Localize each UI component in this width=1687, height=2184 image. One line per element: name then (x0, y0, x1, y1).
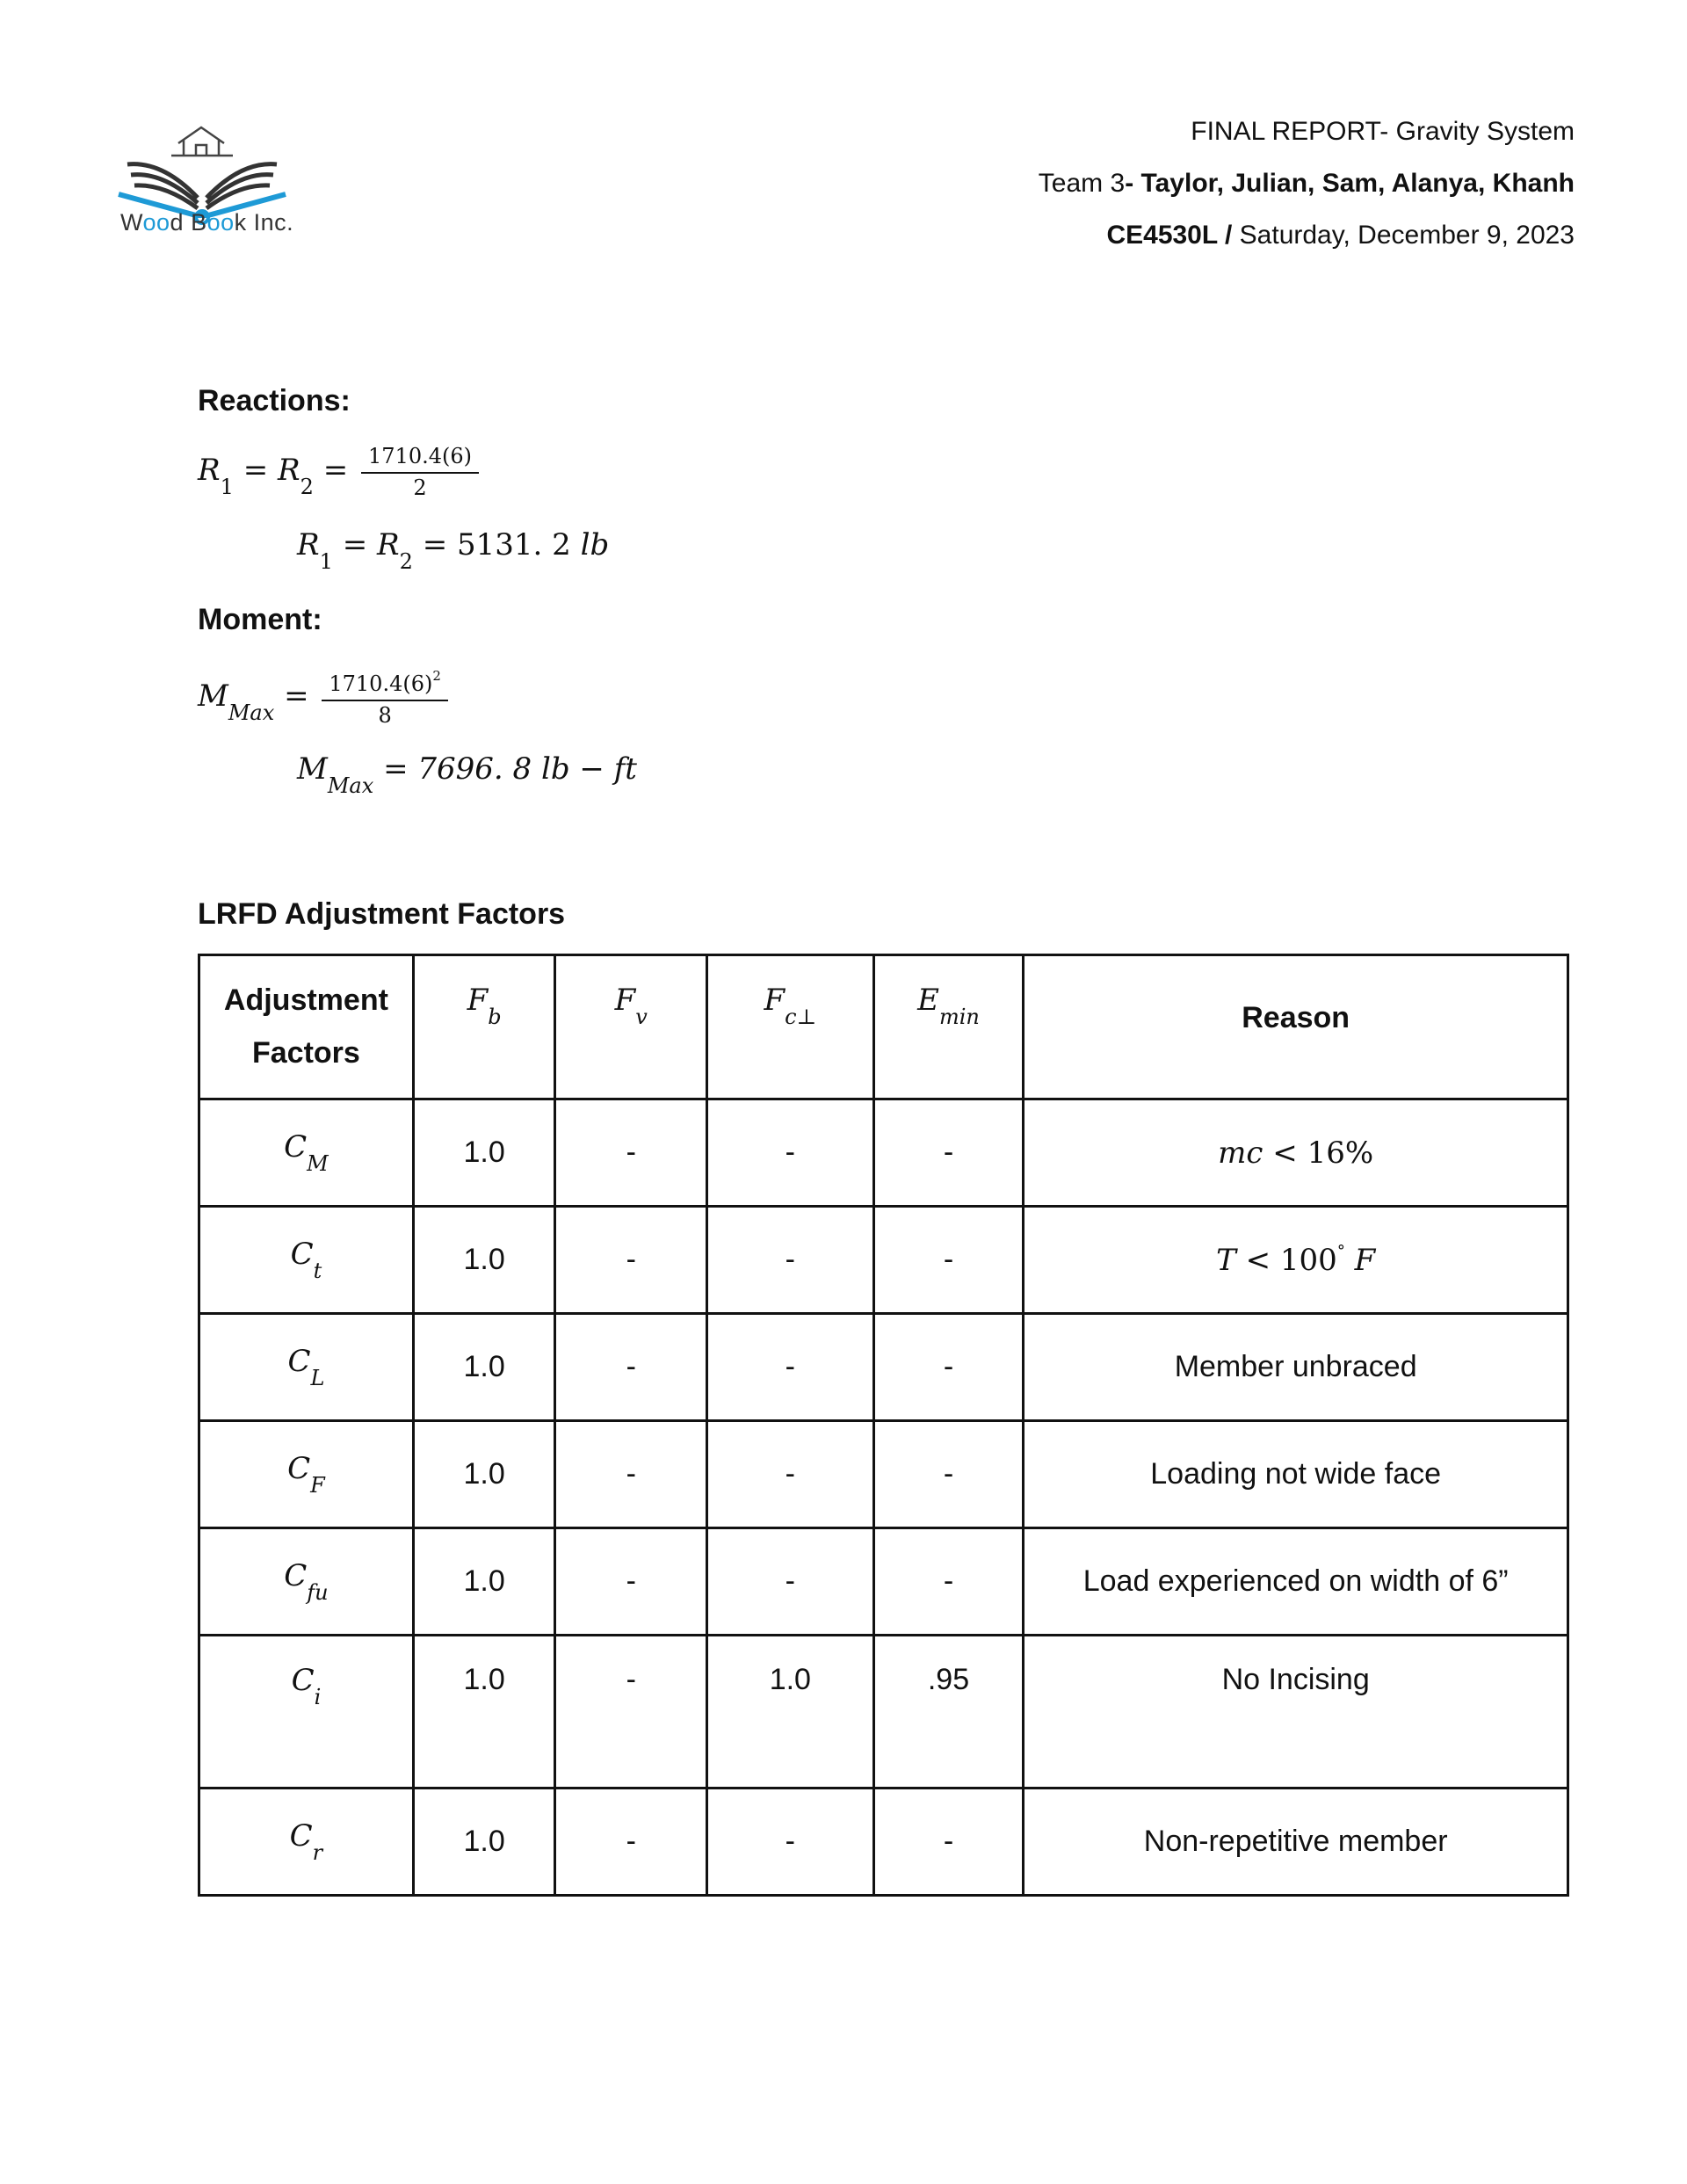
fc-value: - (707, 1207, 874, 1314)
factor-symbol: $C_i$ (199, 1636, 414, 1789)
moment-equation: $M_{Max}$ = $\frac{1710.4(6)^2}{8}$ (198, 668, 448, 728)
fv-value: - (555, 1636, 707, 1789)
fv-value: - (555, 1528, 707, 1636)
fb-value: 1.0 (413, 1207, 555, 1314)
header-fc-perp: $F_{c\perp}$ (707, 955, 874, 1099)
emin-value: - (873, 1207, 1024, 1314)
factor-symbol: $C_{fu}$ (199, 1528, 414, 1636)
fb-value: 1.0 (413, 1421, 555, 1528)
header-reason: Reason (1024, 955, 1568, 1099)
fc-value: - (707, 1528, 874, 1636)
reason-cell: T < 100° F (1024, 1207, 1568, 1314)
factor-symbol: $C_L$ (199, 1314, 414, 1421)
header-fb: $F_b$ (413, 955, 555, 1099)
reason-cell: Non-repetitive member (1024, 1789, 1568, 1896)
fc-value: - (707, 1314, 874, 1421)
table-row (199, 1789, 1568, 1896)
table-header-row (199, 955, 1568, 1099)
reason-cell: Load experienced on width of 6” (1024, 1528, 1568, 1636)
fb-value: 1.0 (413, 1528, 555, 1636)
header-adjustment-factors: Adjustment Factors (199, 955, 414, 1099)
lrfd-adjustment-factors-table (198, 954, 1569, 1897)
reason-cell: mc < 16% (1024, 1099, 1568, 1207)
table-row (199, 1099, 1568, 1207)
fv-value: - (555, 1789, 707, 1896)
fb-value: 1.0 (413, 1099, 555, 1207)
table-row (199, 1528, 1568, 1636)
emin-value: .95 (873, 1636, 1024, 1789)
fc-value: - (707, 1789, 874, 1896)
fv-value: - (555, 1421, 707, 1528)
report-header (1039, 105, 1575, 261)
factor-symbol: $C_M$ (199, 1099, 414, 1207)
emin-value: - (873, 1314, 1024, 1421)
table-row (199, 1421, 1568, 1528)
table-row (199, 1636, 1568, 1789)
lrfd-table-title: LRFD Adjustment Factors (198, 897, 566, 931)
fb-value: 1.0 (413, 1314, 555, 1421)
factor-symbol: $C_r$ (199, 1789, 414, 1896)
logo-brand-text: Wood Book Inc. (120, 209, 294, 236)
header-fv: $F_v$ (555, 955, 707, 1099)
emin-value: - (873, 1099, 1024, 1207)
fv-value: - (555, 1099, 707, 1207)
header-team: Team 3- Taylor, Julian, Sam, Alanya, Khanh (1038, 169, 1575, 198)
fv-value: - (555, 1314, 707, 1421)
emin-value: - (873, 1789, 1024, 1896)
emin-value: - (873, 1528, 1024, 1636)
header-course-date: CE4530L / Saturday, December 9, 2023 (1106, 221, 1575, 250)
moment-title: Moment: (198, 603, 322, 636)
reactions-title: Reactions: (198, 384, 351, 417)
fc-value: - (707, 1421, 874, 1528)
reactions-equation: $R_1 = R_2$ = $\frac{1710.4(6)}{2}$ (198, 444, 479, 500)
reason-cell: Member unbraced (1024, 1314, 1568, 1421)
reactions-result: $R_1 = R_2 = 5131$. 2 lb (297, 527, 610, 574)
table-row (199, 1314, 1568, 1421)
fb-value: 1.0 (413, 1636, 555, 1789)
reason-cell: Loading not wide face (1024, 1421, 1568, 1528)
factor-symbol: $C_F$ (199, 1421, 414, 1528)
fv-value: - (555, 1207, 707, 1314)
moment-result: $M_{Max} = 7696$. 8 lb − ft (297, 751, 637, 798)
factor-symbol: $C_t$ (199, 1207, 414, 1314)
fc-value: 1.0 (707, 1636, 874, 1789)
header-report-title: FINAL REPORT- Gravity System (1191, 117, 1575, 146)
emin-value: - (873, 1421, 1024, 1528)
header-emin: $E_{min}$ (873, 955, 1024, 1099)
reason-cell: No Incising (1024, 1636, 1568, 1789)
table-row (199, 1207, 1568, 1314)
fc-value: - (707, 1099, 874, 1207)
fb-value: 1.0 (413, 1789, 555, 1896)
